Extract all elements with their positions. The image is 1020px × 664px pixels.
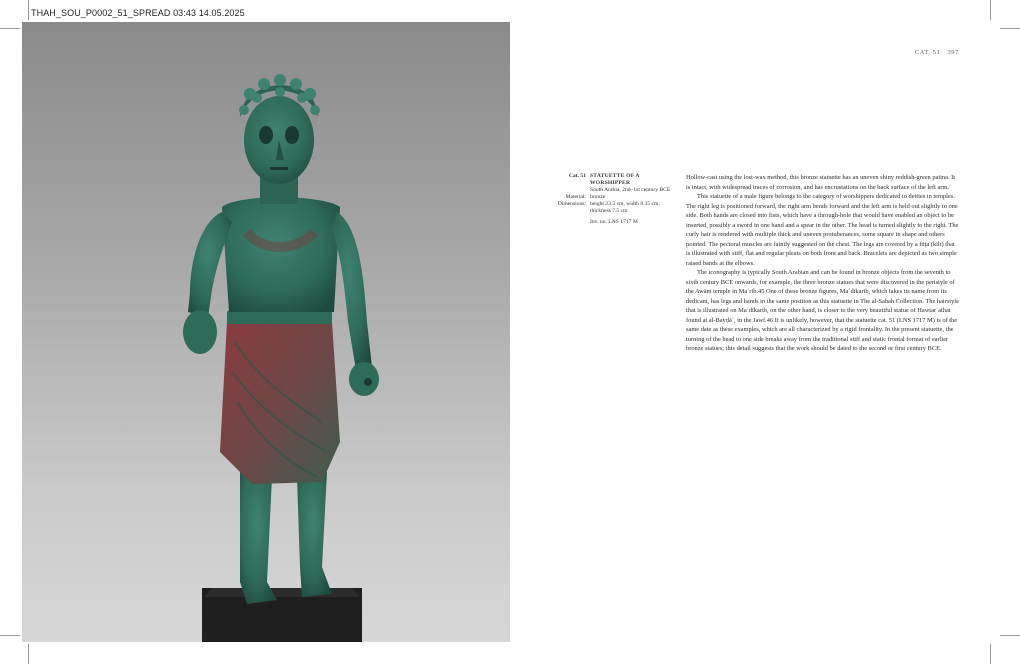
crop-mark bbox=[1000, 635, 1020, 636]
catalogue-number: Cat. 51 bbox=[568, 173, 586, 179]
crop-mark bbox=[28, 0, 29, 20]
running-head-section: CAT. 51 bbox=[914, 49, 941, 56]
crop-mark bbox=[990, 0, 991, 20]
page-number: 397 bbox=[947, 49, 959, 56]
material-label: Material: bbox=[565, 194, 586, 200]
crop-mark bbox=[990, 644, 991, 664]
statuette-photo bbox=[22, 22, 510, 642]
crop-mark bbox=[28, 644, 29, 664]
body-paragraph: Hollow-cast using the lost-wax method, this bronze statuette has an uneven shiny reddish-green patina. It is intact, with widespread traces of corrosion, and has encrustations on the back surface of the left arm. bbox=[686, 174, 956, 191]
crop-mark bbox=[0, 635, 20, 636]
material-value: bronze bbox=[590, 194, 606, 200]
crop-mark bbox=[1000, 28, 1020, 29]
running-head bbox=[908, 49, 959, 56]
dimensions-value: height 23.5 cm, width 8.35 cm, thickness 7.5 cm bbox=[590, 201, 660, 214]
catalogue-entry bbox=[530, 173, 676, 226]
print-slug: THAH_SOU_P0002_51_SPREAD 03:43 14.05.2025 bbox=[31, 8, 245, 18]
crop-mark bbox=[0, 28, 20, 29]
object-title: STATUETTE OF A WORSHIPPER bbox=[590, 173, 640, 186]
body-paragraph: The iconography is typically South Arabian and can be found in bronze objects from the seventh to sixth century BCE onwards, for example, the three bronze statues that were discovered in the peristyle of the Awām temple in Maʾrib.45 One of these bronze figures, Maʿdīkarib, which takes its name from its dedicant, has legs and hands in the same position as this statuette in The al-Sabah Collection. The hairstyle that is illustrated on Maʿdīkarib, on the other hand, is closer to the very beautiful statue of Hawtarʿathat found at al-Bayḍāʾ, in the Jawf.46 It is unlikely, however, that the statuette cat. 51 (LNS 1717 M) is of the same date as these examples, which are all characterized by a rigid frontality. In the present statuette, the turning of the head to one side breaks away from the traditional stiff and static frontal format of earlier bronze statues; this detail suggests that the work should be dated to the second or first century BCE. bbox=[686, 269, 959, 352]
inventory-number: Inv. no. LNS 1717 M bbox=[590, 219, 638, 225]
dimensions-label: Dimensions: bbox=[557, 201, 586, 207]
object-origin: South Arabia, 2nd–1st century BCE bbox=[590, 187, 671, 193]
body-text bbox=[686, 173, 960, 354]
body-paragraph: This statuette of a male figure belongs to the category of worshippers dedicated to deities in temples. The right leg is positioned forward, the right arm bends forward and the left arm is held out slightly to one side. Both hands are closed into fists, which have a through-hole that would have enabled an object to be inserted, possibly a sword in one hand and a spear in the other. The head is turned slightly to the right. The curly hair is rendered with multiple thick and uneven protuberances, some square in shape and others pointed. The pectoral muscles are faintly suggested on the chest. The legs are covered by a fūṭa (kilt) that is illustrated with stiff, flat and regular pleats on both front and back. Bracelets are depicted as two simple raised bands at the elbows. bbox=[686, 193, 959, 267]
